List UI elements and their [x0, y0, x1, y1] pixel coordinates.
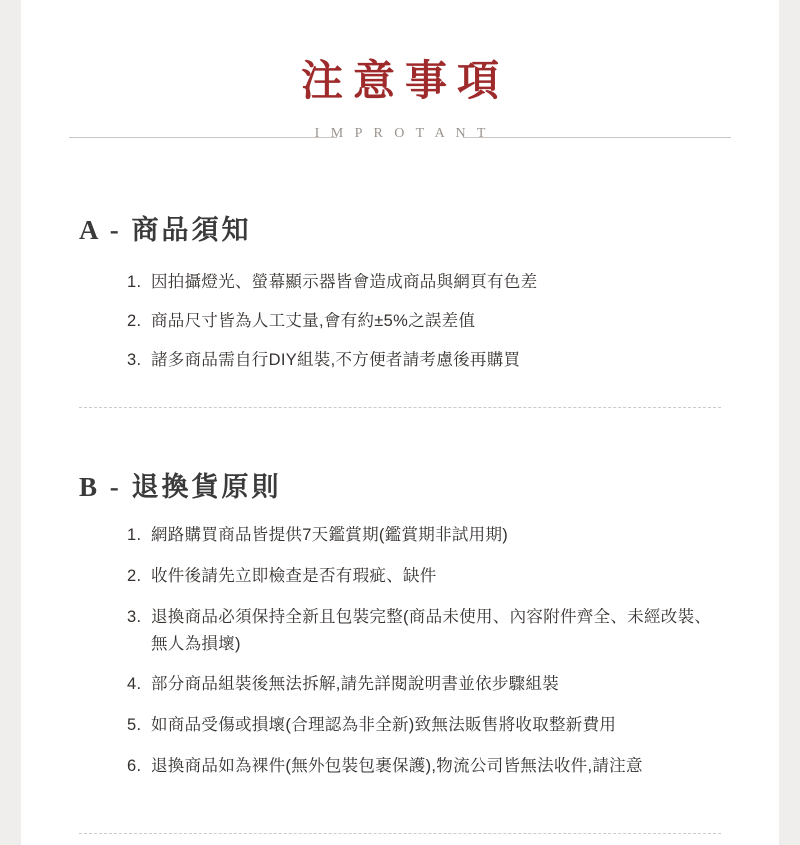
- section-a-title: A - 商品須知: [79, 215, 252, 246]
- section-return-policy: [21, 455, 779, 779]
- list-item: 網路購買商品皆提供7天鑑賞期(鑑賞期非試用期): [151, 526, 509, 545]
- spacer: [21, 409, 779, 455]
- section-a-list: [79, 269, 721, 373]
- list-item: 如商品受傷或損壞(合理認為非全新)致無法販售將收取整新費用: [151, 716, 617, 735]
- list-item: 諸多商品需自行DIY組裝,不方便者請考慮後再購買: [151, 350, 521, 369]
- list-item: 退換商品如為裸件(無外包裝包裹保護),物流公司皆無法收件,請注意: [151, 756, 643, 775]
- subtitle-rule: [21, 126, 779, 146]
- section-divider-b: [79, 833, 721, 835]
- list-item: 因拍攝燈光、螢幕顯示器皆會造成商品與網頁有色差: [151, 273, 538, 292]
- notice-page: [21, 0, 779, 845]
- list-item: 商品尺寸皆為人工丈量,會有約±5%之誤差值: [151, 312, 476, 331]
- list-item: 部分商品組裝後無法拆解,請先詳閱說明書並依步驟組裝: [151, 675, 560, 694]
- list-item: 退換商品必須保持全新且包裝完整(商品未使用、內容附件齊全、未經改裝、無人為損壞): [151, 607, 712, 653]
- section-product-notes: [21, 146, 779, 373]
- section-b-list: [79, 522, 721, 779]
- section-b-title: B - 退換貨原則: [79, 472, 282, 503]
- page-title: 注意事項: [300, 59, 509, 105]
- page-subtitle: I M P R O T A N T: [314, 126, 490, 142]
- list-item: 收件後請先立即檢查是否有瑕疵、缺件: [151, 567, 437, 586]
- page-header: [21, 0, 779, 146]
